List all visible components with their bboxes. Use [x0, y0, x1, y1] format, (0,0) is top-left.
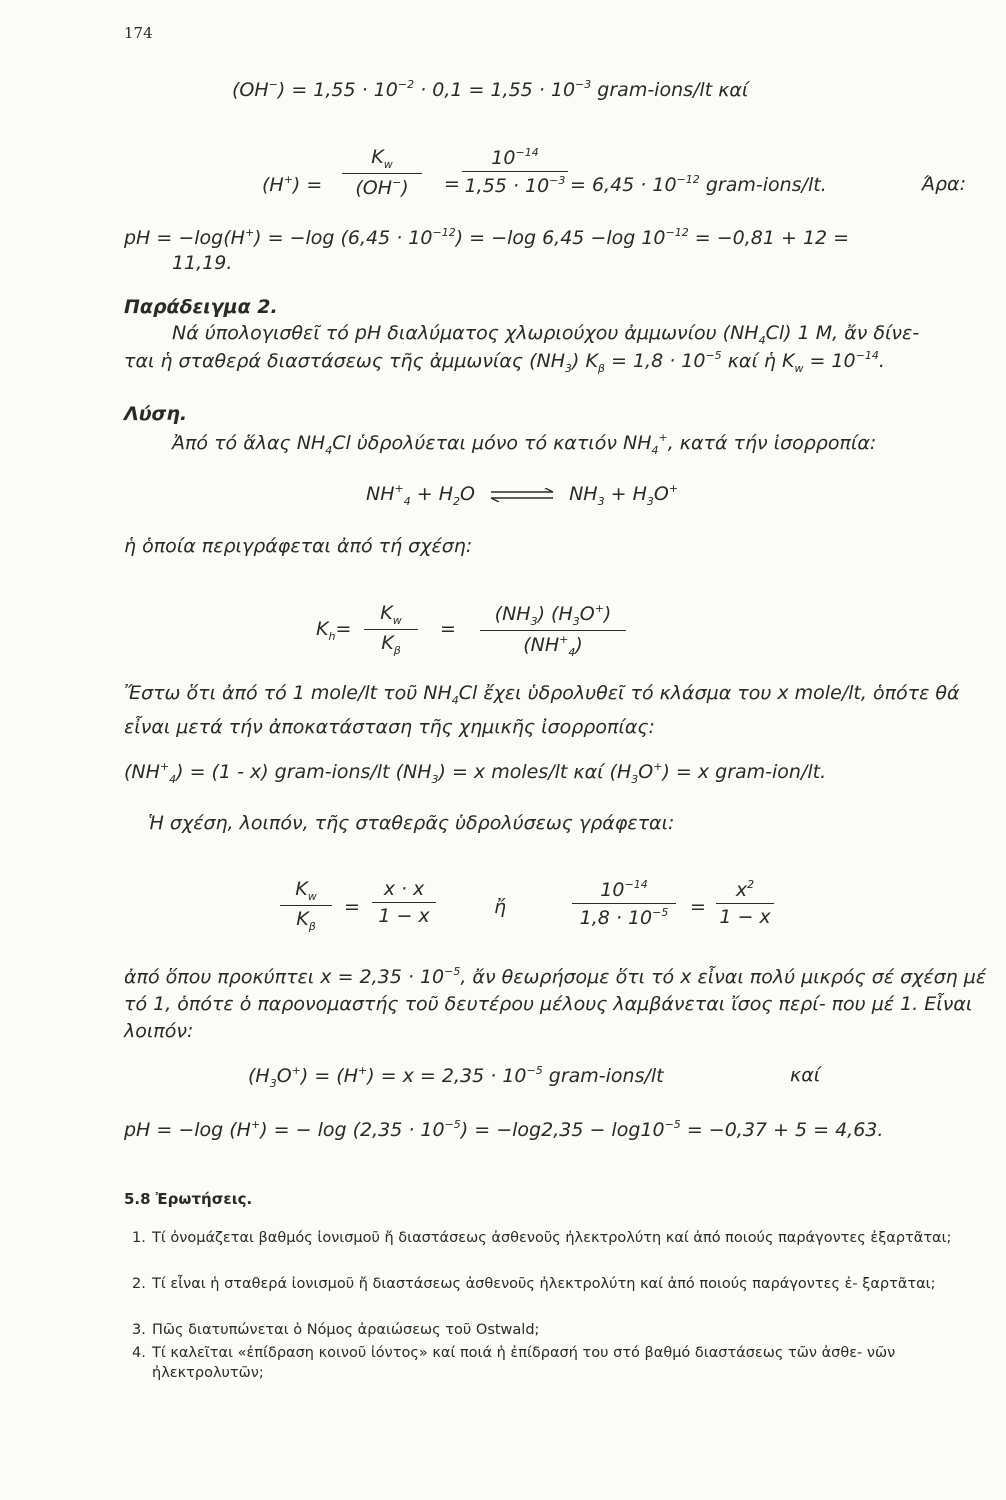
kai-label: καί — [790, 1064, 821, 1086]
reaction-equation: $NH^+_4 + H_2O$ $NH_3 + H_3O^+$ — [366, 482, 679, 508]
question-2 — [132, 1274, 980, 1294]
kh-label: $K_h=$ — [316, 618, 352, 643]
question-number: 2. — [132, 1276, 146, 1292]
kh-equals: = — [440, 618, 456, 640]
fraction-xx: x · x 1 − x — [372, 878, 436, 927]
question-3 — [132, 1320, 980, 1340]
equals-sign-3: = — [690, 896, 706, 918]
question-number: 4. — [132, 1345, 146, 1361]
equation-oh: $(OH^-) = 1,55 \cdot 10^{-2} \cdot 0,1 = 1,55 \cdot 10^{-3}$ gram-ions/lt καί — [232, 78, 749, 101]
written-line: Ἡ σχέση, λοιπόν, τῆς σταθερᾶς ὑδρολύσεως γράφεται: — [148, 812, 675, 834]
paragraph-x-result: ἀπό ὅπου προκύπτει $x = 2,35 \cdot 10^{-5}$, ἄν θεωρήσομε ὅτι τό x εἶναι πολύ μικρός σέ σχέση μέ τό 1, ὁπότε ὁ παρονομαστής τοῦ δευτέρου μέλους λαμβάνεται ἴσος περί- που μέ 1. Εἶναι λοιπόν: — [124, 965, 987, 1042]
concentrations-line: $(NH^+_4) = (1 - x)$ gram-ions/lt $(NH_3) = x$ moles/lt καί $(H_3O^+) = x$ gram-ion/lt. — [124, 760, 827, 786]
solution-heading: Λύση. — [124, 403, 188, 425]
equation-h-lhs: (H+) = — [262, 173, 323, 196]
example-2-text-1: Νά ύπολογισθεῖ τό pH διαλύματος χλωριούχου ἀμμωνίου $(NH_4Cl)$ 1 M, ἄν δίνε- — [172, 322, 920, 347]
question-number: 1. — [132, 1230, 146, 1246]
equation-ph-1: pH = −log(H+) = −log $(6,45 \cdot 10^{-12}) = -\log$ 6,45 −log $10^{-12} = -0,81 + 12$ = — [124, 226, 850, 249]
question-text: Τί ὀνομάζεται βαθμός ἰονισμοῦ ἤ διαστάσεως ἀσθενοῦς ἠλεκτρολύτη καί ἀπό ποιούς παράγοντες ἐξαρτᾶται; — [152, 1230, 952, 1246]
solution-line: Ἀπό τό ἅλας $NH_4Cl$ ὑδρολύεται μόνο τό κατιόν $NH_4^+$, κατά τήν ἰσορροπία: — [172, 431, 877, 457]
ara-label: Άρα: — [922, 173, 966, 195]
equals-sign-2: = — [344, 896, 360, 918]
question-text: Τί καλεῖται «ἐπίδραση κοινοῦ ἰόντος» καί ποιά ἡ ἐπίδρασή του στό βαθμό διαστάσεως τῶν ἀσθε- νῶν ἠλεκτρολυτῶν; — [152, 1345, 896, 1381]
fraction-kw-kb: $K_w$ $K_\beta$ — [364, 602, 418, 657]
fraction-10-14-over-18: $10^{-14}$ $1,8 \cdot 10^{-5}$ — [572, 878, 676, 929]
fraction-kw-over-oh: $K_w$ (OH−) — [342, 146, 422, 199]
equals-sign: = — [444, 173, 460, 195]
fraction-10-14: $10^{-14}$ $1,55 \cdot 10^{-3}$ — [462, 146, 568, 197]
question-4 — [132, 1343, 980, 1383]
page-number: 174 — [124, 24, 153, 42]
paragraph-hydrolysis-fraction: Ἔστω ὅτι ἀπό τό 1 mole/lt τοῦ $NH_4Cl$ ἔχει ὑδρολυθεῖ τό κλάσμα του x mole/lt, ὁπότε θά εἶναι μετά τήν ἀποκατάσταση τῆς χημικῆς ἰσορροπίας: — [124, 682, 960, 738]
section-heading: 5.8 Ἐρωτήσεις. — [124, 1190, 253, 1208]
described-line: ἡ ὁποία περιγράφεται ἀπό τή σχέση: — [124, 535, 473, 557]
equation-ph-1-cont: 11,19. — [172, 252, 233, 274]
equation-ph-final: pH = −log (H+) = − $\log (2,35 \cdot 10^{-5}) = -\log 2,35 - \log 10^{-5} = -0,37 + 5 = 4,63$. — [124, 1118, 884, 1141]
fraction-kw-kb-2: $K_w$ $K_\beta$ — [280, 878, 332, 933]
question-text: Πῶς διατυπώνεται ὁ Νόμος ἀραιώσεως τοῦ Ostwald; — [152, 1322, 540, 1338]
fraction-nh3-h3o-over-nh4: $(NH_3)$ $(H_3O^+)$ $(NH^+_4)$ — [480, 602, 626, 659]
fraction-x2: $x^2$ 1 − x — [716, 878, 774, 928]
question-number: 3. — [132, 1322, 146, 1338]
or-label: ἤ — [494, 896, 507, 918]
equation-h3o: $(H_3O^+) = (H^+) = x = 2,35 \cdot 10^{-5}$ gram-ions/lt — [248, 1064, 664, 1090]
example-2-text-2: ται ἡ σταθερά διαστάσεως τῆς ἀμμωνίας $(NH_3) K_\beta = 1,8 \cdot 10^{-5}$ καί ἡ $K_w = 10^{-14}$. — [124, 349, 885, 375]
equation-h-result: = $6,45 \cdot 10^{-12}$ gram-ions/lt. — [570, 173, 827, 196]
example-2-heading: Παράδειγμα 2. — [124, 296, 278, 318]
equilibrium-arrow-icon — [489, 488, 555, 502]
question-1 — [132, 1228, 980, 1248]
question-text: Τί εἶναι ἡ σταθερά ἰονισμοῦ ἤ διαστάσεως ἀσθενοῦς ἠλεκτρολύτη καί ἀπό ποιούς παράγοντες ἐ- ξαρτᾶται; — [152, 1276, 936, 1292]
